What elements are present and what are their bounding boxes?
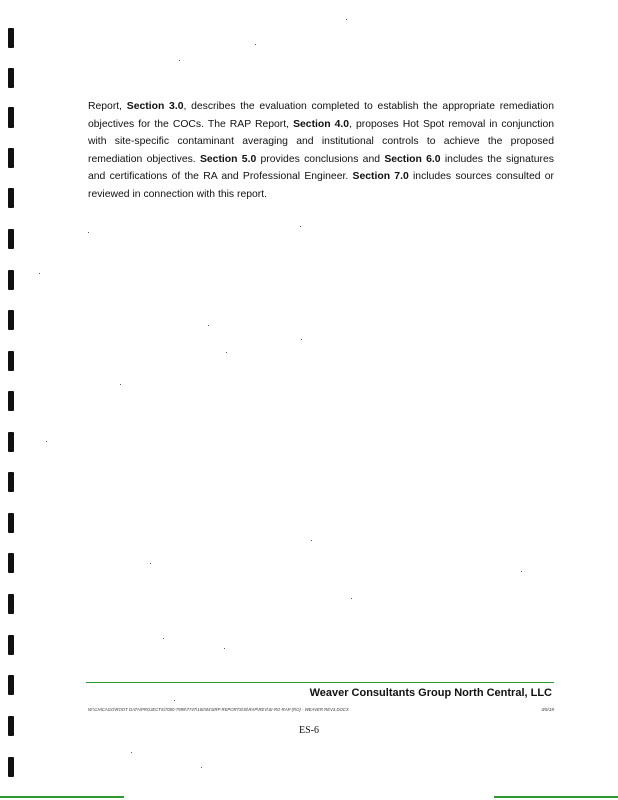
- scan-speck: [46, 441, 47, 442]
- footer-company-name: Weaver Consultants Group North Central, LLC: [309, 687, 552, 699]
- punch-hole: [8, 107, 14, 128]
- scan-speck: [179, 60, 180, 61]
- punch-hole: [8, 28, 14, 48]
- punch-hole: [8, 513, 14, 533]
- scan-speck: [311, 540, 312, 541]
- punch-hole: [8, 553, 14, 573]
- section-ref-3: Section 3.0: [126, 101, 184, 112]
- scan-speck: [301, 339, 302, 340]
- section-ref-7: Section 7.0: [352, 171, 409, 182]
- punch-hole: [8, 188, 14, 208]
- footer-rule: [86, 682, 554, 683]
- body-text-run: includes the signatures and certifications of the RA and Professional Engineer.: [88, 153, 554, 182]
- scan-speck: [521, 571, 522, 572]
- bottom-scan-strip: [494, 796, 618, 798]
- scan-speck: [131, 752, 132, 753]
- scan-speck: [163, 638, 164, 639]
- punch-hole: [8, 757, 14, 777]
- footer-file-path: W:\CHICAGO\ROOT DATA\PROJECTS\7000-7999\7747\100\04\SRP REPORTS\SI\RAP\REV\SI-RO-RAP (RO) - WEAVER REV3.DOCX: [88, 707, 349, 712]
- body-text-run: includes sources consulted or reviewed in connection with this report.: [88, 171, 554, 200]
- scan-speck: [224, 648, 225, 649]
- section-ref-4: Section 4.0: [293, 118, 350, 130]
- punch-hole: [8, 229, 14, 249]
- scan-speck: [300, 226, 301, 227]
- scan-speck: [88, 232, 89, 233]
- scan-speck: [346, 19, 347, 20]
- punch-hole: [8, 310, 14, 330]
- body-text-run: provides conclusions and: [256, 153, 385, 165]
- scan-speck: [255, 44, 256, 45]
- scan-speck: [208, 325, 209, 326]
- punch-hole: [8, 472, 14, 492]
- scan-speck: [174, 700, 175, 701]
- punch-hole: [8, 351, 14, 371]
- punch-hole: [8, 635, 14, 655]
- scan-speck: [150, 563, 151, 564]
- body-paragraph: [88, 98, 554, 203]
- scan-speck: [120, 384, 121, 385]
- bottom-scan-strip: [0, 796, 124, 798]
- punch-hole: [8, 675, 14, 695]
- scan-speck: [226, 352, 227, 353]
- scan-speck: [39, 273, 40, 274]
- scan-speck: [201, 767, 202, 768]
- section-ref-5: Section 5.0: [199, 153, 257, 165]
- section-ref-6: Section 6.0: [384, 153, 441, 165]
- punch-hole: [8, 148, 14, 168]
- punch-hole: [8, 391, 14, 411]
- punch-hole: [8, 68, 14, 88]
- punch-hole: [8, 270, 14, 290]
- punch-hole: [8, 432, 14, 452]
- body-text-run: , describes the evaluation completed to establish the appropriate remediation objectives for the COCs. The RAP Report,: [88, 101, 554, 130]
- body-text-run: , proposes Hot Spot removal in conjunction with site-specific contaminant averaging and institutional controls to achieve the proposed remediation objectives.: [88, 118, 554, 165]
- punch-hole: [8, 594, 14, 614]
- page-number: ES-6: [299, 725, 319, 736]
- footer-date: 3/5/19: [541, 707, 554, 712]
- body-text-run: Report,: [88, 101, 127, 112]
- scan-speck: [351, 598, 352, 599]
